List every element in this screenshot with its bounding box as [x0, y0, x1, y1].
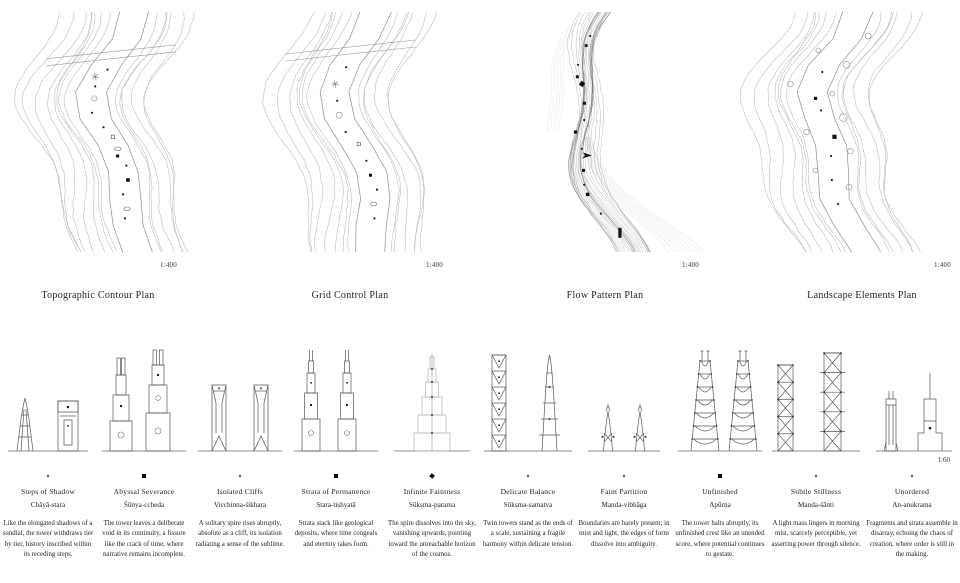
tower-column-subtle-stillness — [768, 345, 864, 560]
tower-column-strata-of-permanence — [288, 345, 384, 560]
tower-subtitle: Apūrṇa — [709, 501, 731, 509]
plan-drawing-topographic-contour — [2, 2, 238, 280]
tower-name: Strata of Permanence — [301, 487, 371, 496]
tower-subtitle: Sūkṣma-samatva — [503, 501, 553, 509]
tower-name: Unordered — [894, 487, 930, 496]
dot-marker — [47, 475, 50, 478]
plan-scale-label: 1:400 — [682, 261, 699, 269]
tower-elevation-strata-of-permanence — [288, 345, 384, 453]
tower-name: Steps of Shadow — [20, 487, 76, 496]
tower-name: Infinite Faintness — [403, 487, 461, 496]
plan-drawing-landscape-elements — [722, 2, 958, 280]
dot-marker — [527, 475, 530, 478]
tower-description: Boundaries are barely present; in mist and light, the edges of form dissolve into ambiguity. — [578, 520, 670, 548]
plan-drawing-grid-control — [242, 2, 478, 280]
tower-column-faint-partition — [576, 345, 672, 560]
tower-column-unfinished — [672, 345, 768, 560]
tower-subtitle: An-anukrama — [892, 501, 932, 509]
diamond-marker — [429, 473, 435, 479]
tower-description: A solitary spire rises abruptly, absolute as a cliff, its isolation radiating a sense of the sublime. — [195, 520, 285, 548]
tower-elevation-infinite-faintness — [384, 345, 480, 453]
dot-marker — [911, 475, 914, 478]
tower-column-infinite-faintness — [384, 345, 480, 560]
tower-description: A light mass lingers in morning mist, scarcely perceptible, yet asserting power through silence. — [771, 520, 861, 548]
square-marker — [334, 474, 338, 478]
elevation-scale-label: 1:60 — [937, 456, 950, 464]
tower-name: Faint Partition — [600, 487, 648, 496]
tower-elevation-faint-partition — [576, 345, 672, 453]
tower-subtitle: Sūkṣma-parama — [408, 501, 456, 509]
plan-flow-pattern — [480, 0, 720, 315]
tower-column-isolated-cliffs — [192, 345, 288, 560]
tower-elevation-steps-of-shadow — [0, 345, 96, 453]
tower-name: Delicate Balance — [500, 487, 556, 496]
tower-description: Twin towers stand as the ends of a scale, sustaining a fragile harmony within delicate tension. — [482, 520, 574, 548]
plan-scale-label: 1:400 — [934, 261, 951, 269]
dot-marker — [815, 475, 818, 478]
tower-column-steps-of-shadow — [0, 345, 96, 560]
tower-subtitle: Manda-vibhāga — [601, 501, 647, 509]
tower-description: The tower halts abruptly, its unfinished crest like an unended score, where potential continues to gestate. — [675, 520, 765, 559]
square-marker — [142, 474, 146, 478]
tower-column-unordered — [864, 345, 960, 560]
tower-name: Subtle Stillness — [790, 487, 842, 496]
plan-title: Landscape Elements Plan — [807, 290, 917, 301]
tower-description: The tower leaves a deliberate void in its continuity, a fissure like the crack of time, where narrative remains incomplete. — [102, 520, 186, 559]
plan-topographic-contour — [0, 0, 240, 315]
tower-elevation-unordered — [864, 345, 960, 453]
tower-name: Unfinished — [702, 487, 738, 496]
tower-elevations-row — [0, 345, 960, 560]
tower-description: Like the elongated shadows of a sundial, the tower withdraws tier by tier, history inscribed within its receding steps. — [2, 520, 94, 559]
plan-title: Grid Control Plan — [311, 290, 389, 301]
tower-description: The spire dissolves into the sky, vanishing upwards, pointing toward the unreachable horizon of the cosmos. — [388, 520, 476, 559]
plan-drawing-flow-pattern — [482, 2, 718, 280]
tower-column-abyssal-severance — [96, 345, 192, 560]
tower-subtitle: Chāyā-stara — [30, 501, 66, 509]
plan-scale-label: 1:400 — [426, 261, 443, 269]
plan-title: Flow Pattern Plan — [566, 290, 644, 301]
tower-elevation-isolated-cliffs — [192, 345, 288, 453]
tower-name: Isolated Cliffs — [216, 487, 264, 496]
plan-landscape-elements — [720, 0, 960, 315]
plan-title: Topographic Contour Plan — [41, 290, 155, 301]
tower-elevation-abyssal-severance — [96, 345, 192, 453]
tower-subtitle: Śūnya-ccheda — [123, 501, 165, 509]
tower-elevation-unfinished — [672, 345, 768, 453]
tower-elevation-subtle-stillness — [768, 345, 864, 453]
tower-description: Fragments and strata assemble in disarray, echoing the chaos of creation, where order is still in the making. — [866, 520, 958, 559]
tower-subtitle: Vicchinna-śikhara — [213, 501, 267, 509]
tower-subtitle: Stara-tiṣhyatā — [316, 501, 356, 509]
dot-marker — [239, 475, 242, 478]
tower-subtitle: Manda-śānti — [798, 501, 834, 509]
tower-elevation-delicate-balance — [480, 345, 576, 453]
tower-name: Abyssal Severance — [113, 487, 175, 496]
dot-marker — [623, 475, 626, 478]
plan-grid-control — [240, 0, 480, 315]
tower-column-delicate-balance — [480, 345, 576, 560]
plan-scale-label: 1:400 — [160, 261, 177, 269]
tower-description: Strata stack like geological deposits, where time congeals and eternity takes form. — [294, 520, 378, 548]
square-marker — [718, 474, 722, 478]
